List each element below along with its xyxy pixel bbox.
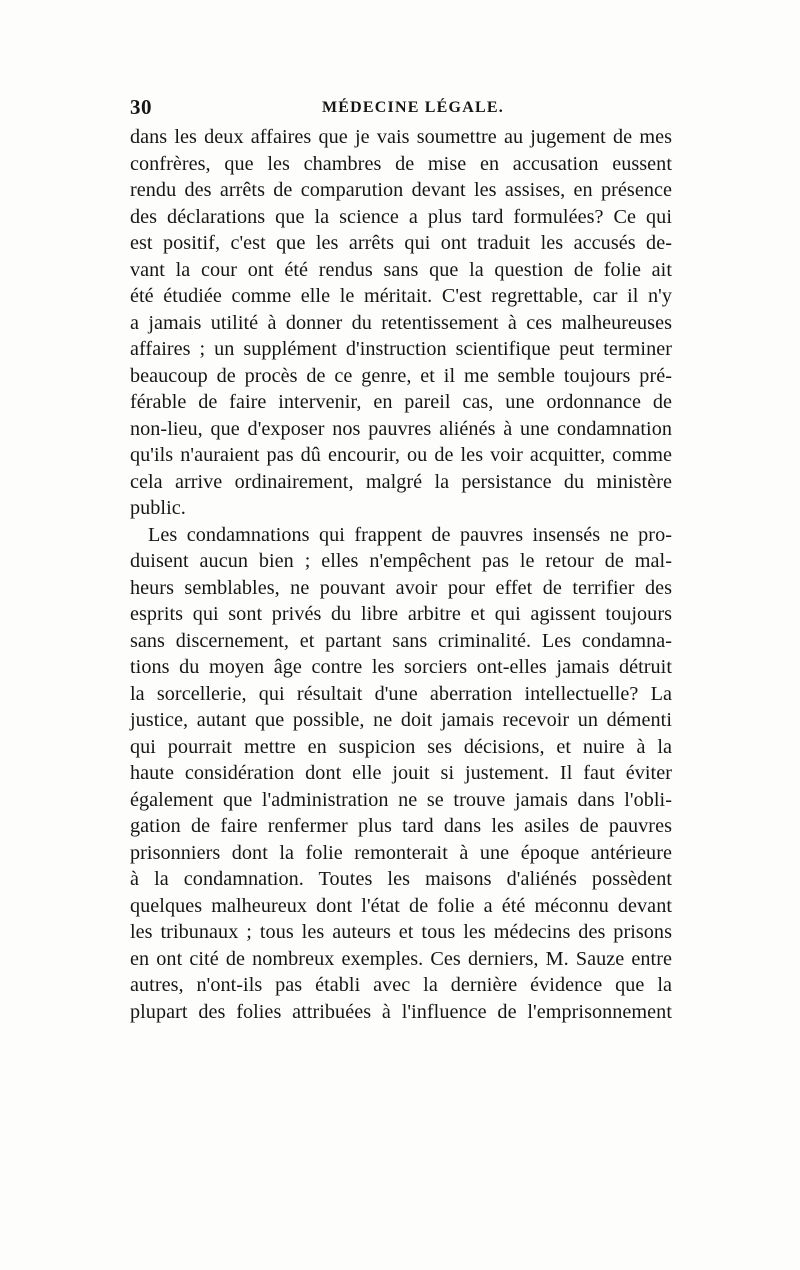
text-line: qui pourrait mettre en suspicion ses décisions, et nuire à la	[130, 735, 672, 758]
text-line: quelques malheureux dont l'état de folie a été méconnu devant	[130, 894, 672, 917]
text-line: vant la cour ont été rendus sans que la question de folie ait	[130, 258, 672, 281]
text-line: confrères, que les chambres de mise en accusation eussent	[130, 152, 672, 175]
paragraph-1	[130, 124, 672, 522]
text-line: sans discernement, et partant sans criminalité. Les condamna-	[130, 629, 672, 652]
text-line: qu'ils n'auraient pas dû encourir, ou de les voir acquitter, comme	[130, 444, 672, 466]
text-line: tions du moyen âge contre les sorciers ont-elles jamais détruit	[130, 656, 672, 678]
text-line: en ont cité de nombreux exemples. Ces derniers, M. Sauze entre	[130, 947, 672, 970]
text-line: autres, n'ont-ils pas établi avec la dernière évidence que la	[130, 974, 672, 996]
text-line: plupart des folies attribuées à l'influence de l'emprisonnement	[130, 1000, 672, 1023]
text-line: est positif, c'est que les arrêts qui ont traduit les accusés de-	[130, 232, 672, 254]
running-head	[130, 92, 672, 122]
text-line: esprits qui sont privés du libre arbitre et qui agissent toujours	[130, 603, 672, 625]
text-line: Les condamnations qui frappent de pauvres insensés ne pro-	[148, 523, 672, 546]
text-line: prisonniers dont la folie remonterait à une époque antérieure	[130, 841, 672, 864]
text-line: gation de faire renfermer plus tard dans les asiles de pauvres	[130, 815, 672, 837]
text-line: heurs semblables, ne pouvant avoir pour effet de terrifier des	[130, 576, 672, 599]
text-line: beaucoup de procès de ce genre, et il me semble toujours pré-	[130, 364, 672, 387]
text-line: non-lieu, que d'exposer nos pauvres aliénés à une condamnation	[130, 417, 672, 440]
text-line: cela arrive ordinairement, malgré la persistance du ministère	[130, 470, 672, 493]
text-line: justice, autant que possible, ne doit jamais recevoir un démenti	[130, 709, 672, 731]
text-line: public.	[130, 497, 186, 519]
text-line: férable de faire intervenir, en pareil cas, une ordonnance de	[130, 391, 672, 413]
page-number: 30	[130, 95, 152, 119]
text-line: affaires ; un supplément d'instruction scientifique peut terminer	[130, 338, 672, 360]
text-line: également que l'administration ne se trouve jamais dans l'obli-	[130, 788, 672, 811]
text-line: à la condamnation. Toutes les maisons d'aliénés possèdent	[130, 868, 672, 890]
text-line: des déclarations que la science a plus tard formulées? Ce qui	[130, 205, 672, 228]
text-line: dans les deux affaires que je vais soumettre au jugement de mes	[130, 126, 672, 148]
text-line: haute considération dont elle jouit si justement. Il faut éviter	[130, 762, 672, 784]
text-line: duisent aucun bien ; elles n'empêchent pas le retour de mal-	[130, 550, 672, 572]
running-title: MÉDECINE LÉGALE.	[322, 99, 504, 116]
body-text	[130, 124, 672, 1025]
text-line: été étudiée comme elle le méritait. C'est regrettable, car il n'y	[130, 285, 672, 307]
paragraph-2	[130, 522, 672, 1026]
text-line: les tribunaux ; tous les auteurs et tous les médecins des prisons	[130, 921, 672, 943]
text-line: a jamais utilité à donner du retentissement à ces malheureuses	[130, 311, 672, 334]
text-line: rendu des arrêts de comparution devant les assises, en présence	[130, 179, 672, 201]
text-line: la sorcellerie, qui résultait d'une aberration intellectuelle? La	[130, 682, 672, 705]
